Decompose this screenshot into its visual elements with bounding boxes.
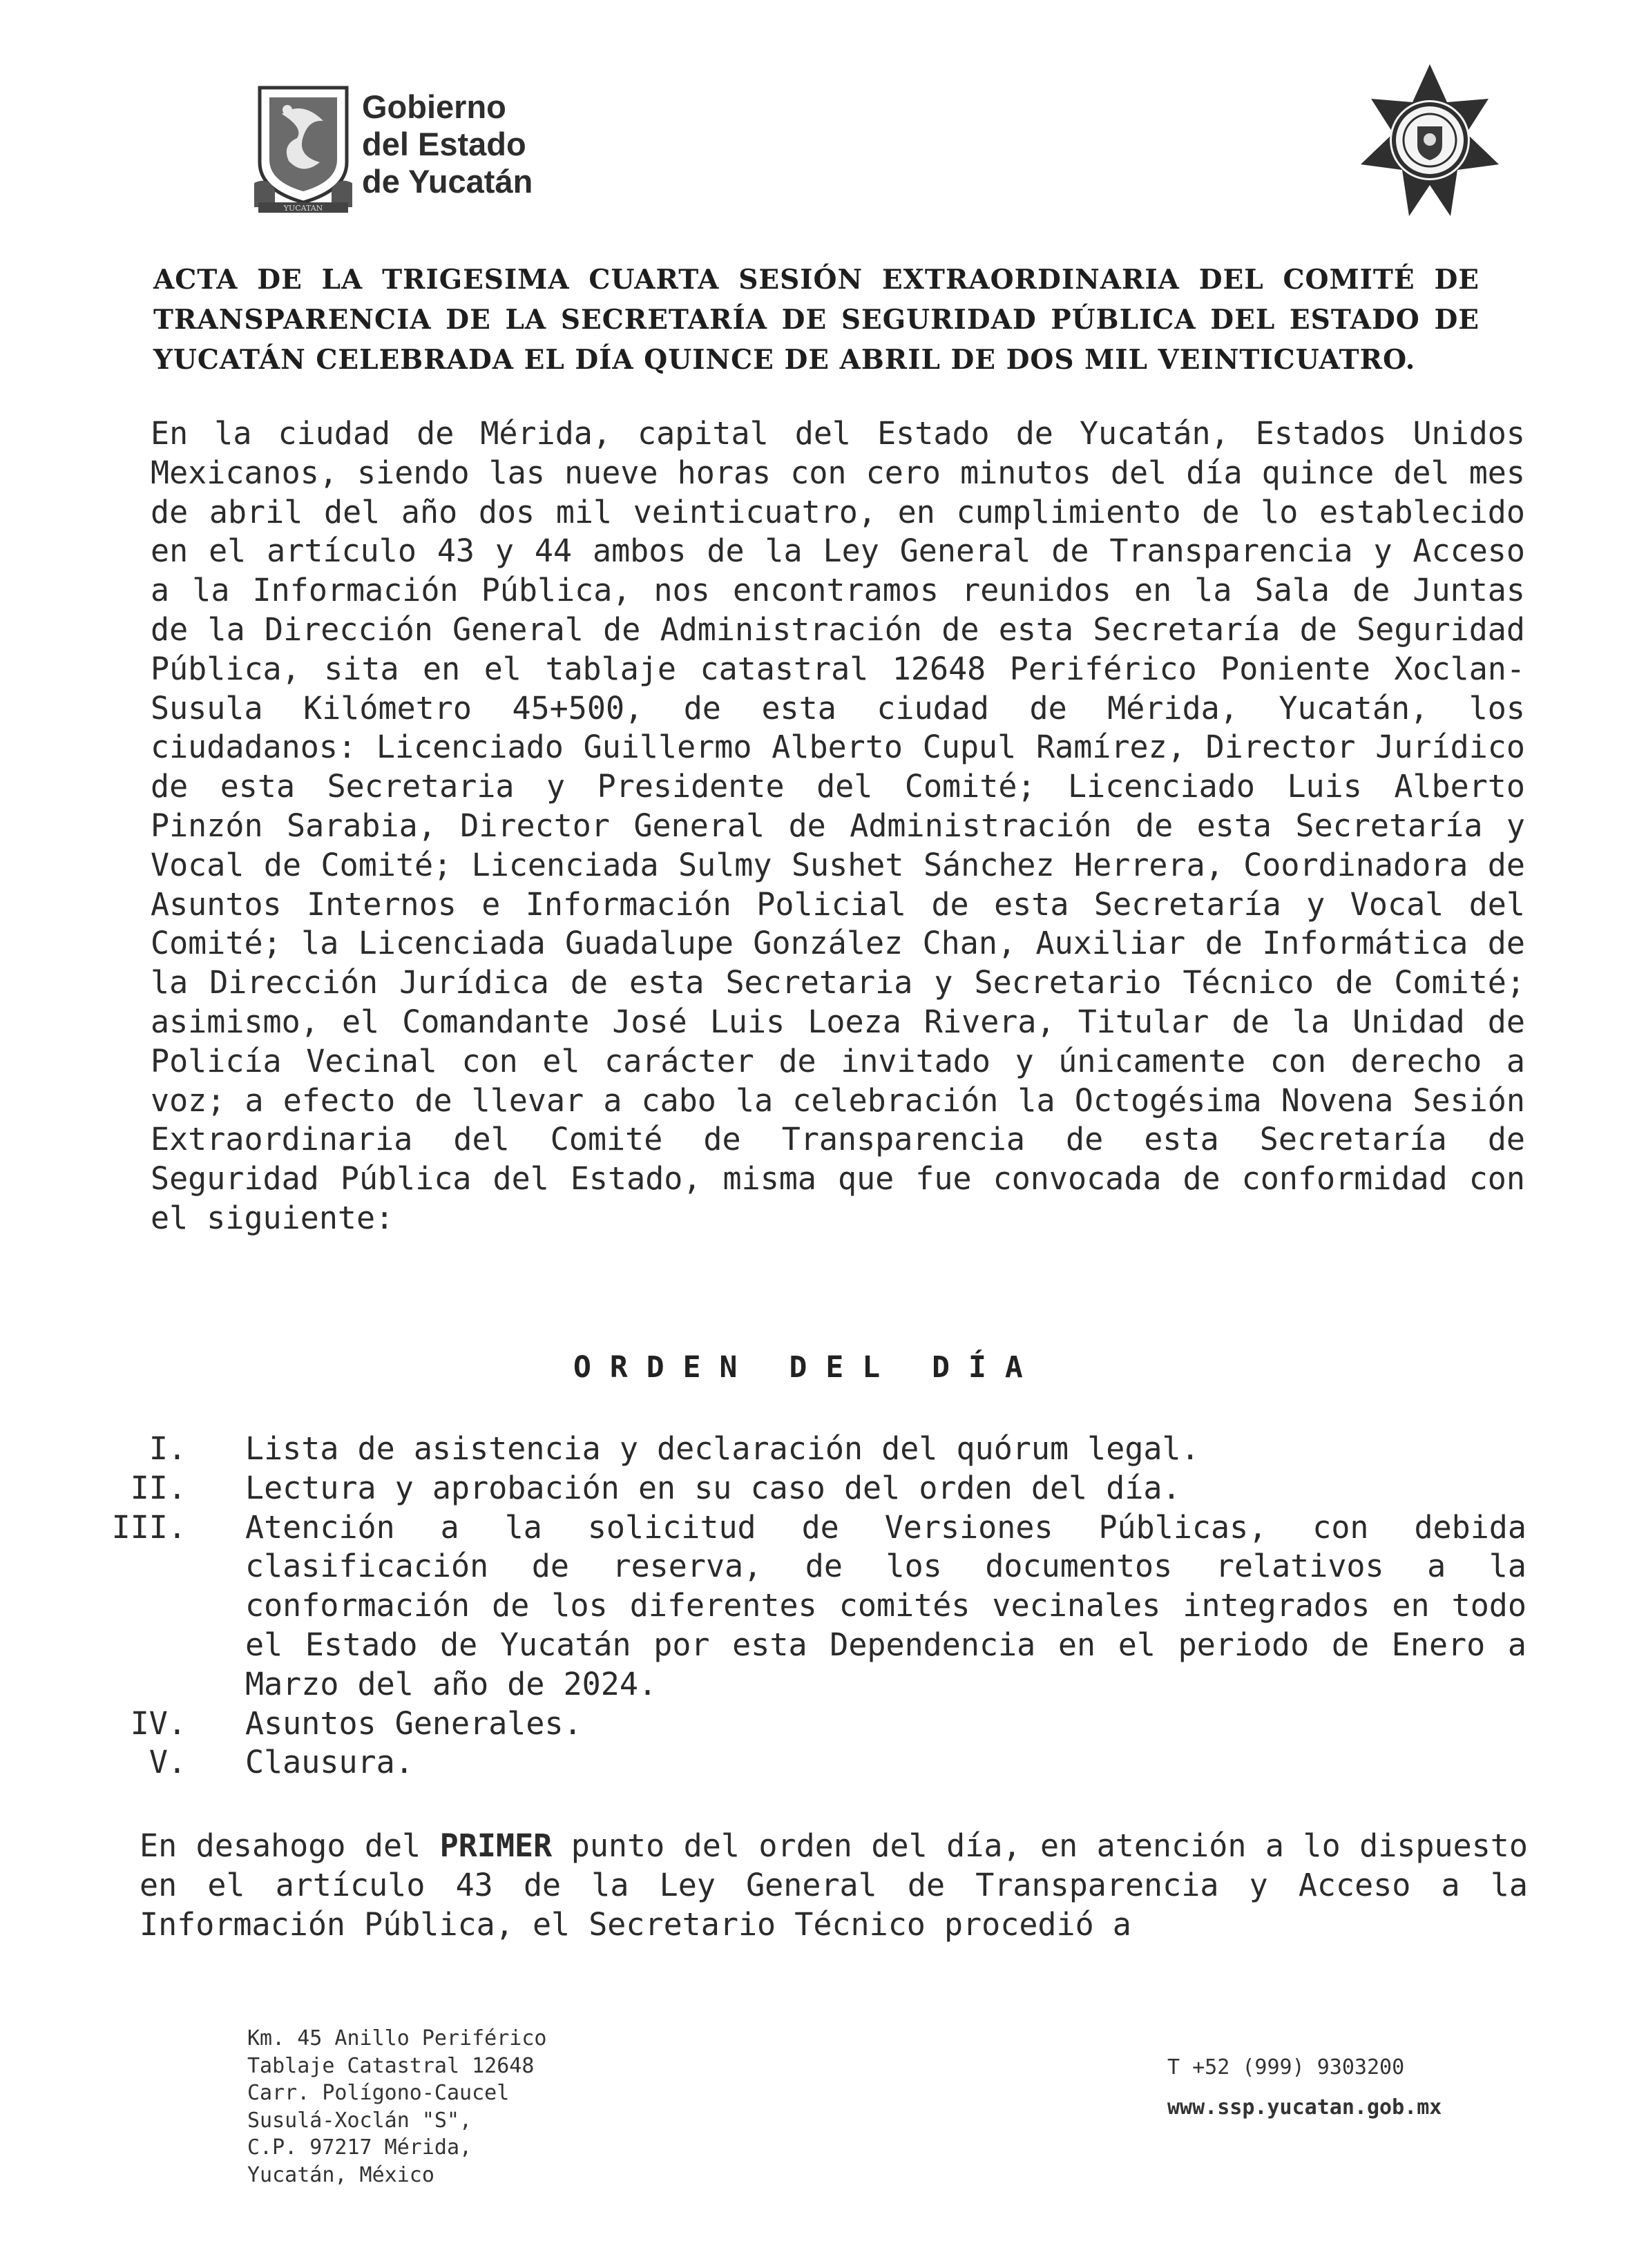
logo-banner-text: YUCATAN (283, 204, 323, 213)
agenda-item (104, 1430, 1526, 1469)
footer-address (247, 2025, 546, 2189)
agenda-item-text: Lectura y aprobación en su caso del orden del día. (245, 1469, 1181, 1506)
yucatan-coat-of-arms-icon (254, 79, 352, 214)
agenda-item (104, 1469, 1526, 1508)
address-line: Susulá-Xoclán "S", (247, 2108, 472, 2133)
gov-line: del Estado (362, 126, 526, 162)
agenda-item-number: IV. (130, 1704, 186, 1742)
phone-number: T +52 (999) 9303200 (1167, 2055, 1405, 2079)
address-line: Km. 45 Anillo Periférico (247, 2026, 547, 2050)
agenda-item-text: Clausura. (245, 1744, 414, 1781)
agenda-heading-word: ORDEN (573, 1350, 756, 1385)
agenda-item-text: Asuntos Generales. (245, 1704, 582, 1742)
agenda-item-number: II. (130, 1469, 186, 1506)
closing-text: punto del orden del día, en atención a lo dispuesto en el artículo 43 de la Ley General de Transparencia y Acceso a la Información Pública, el Secretario Técnico procedió a (140, 1827, 1528, 1943)
address-line: Yucatán, México (247, 2162, 434, 2187)
agenda-heading (573, 1350, 1042, 1385)
agenda-list (104, 1430, 1526, 1782)
closing-bold-text: PRIMER (439, 1827, 553, 1864)
website-link[interactable]: www.ssp.yucatan.gob.mx (1167, 2095, 1442, 2120)
gov-line: Gobierno (362, 88, 506, 125)
ssp-star-emblem-icon (1350, 61, 1509, 223)
closing-text: En desahogo del (140, 1827, 440, 1864)
address-line: C.P. 97217 Mérida, (247, 2135, 472, 2160)
agenda-item-number: III. (111, 1508, 186, 1546)
agenda-item (104, 1704, 1526, 1744)
gov-line: de Yucatán (362, 163, 533, 200)
agenda-item-text: Atención a la solicitud de Versiones Públicas, con debida clasificación de reserva, de los documentos relativos a la conformación de los diferentes comités vecinales integrados en todo el Estado de Yucatán por esta Dependencia en el periodo de Enero a Marzo del año de 2024. (245, 1508, 1526, 1702)
agenda-item-text: Lista de asistencia y declaración del quórum legal. (245, 1430, 1200, 1467)
address-line: Tablaje Catastral 12648 (247, 2053, 535, 2078)
intro-paragraph: En la ciudad de Mérida, capital del Estado de Yucatán, Estados Unidos Mexicanos, siendo las nueve horas con cero minutos del día quince del mes de abril del año dos mil veinticuatro, en cumplimiento de lo establecido en el artículo 43 y 44 ambos de la Ley General de Transparencia y Acceso a la Información Pública, nos encontramos reunidos en la Sala de Juntas de la Dirección General de Administración de esta Secretaría de Seguridad Pública, sita en el tablaje catastral 12648 Periférico Poniente Xoclan-Susula Kilómetro 45+500, de esta ciudad de Mérida, Yucatán, los ciudadanos: Licenciado Guillermo Alberto Cupul Ramírez, Director Jurídico de esta Secretaria y Presidente del Comité; Licenciado Luis Alberto Pinzón Sarabia, Director General de Administración de esta Secretaría y Vocal de Comité; Licenciada Sulmy Sushet Sánchez Herrera, Coordinadora de Asuntos Internos e Información Policial de esta Secretaría y Vocal del Comité; la Licenciada Guadalupe González Chan, Auxiliar de Informática de la Dirección Jurídica de esta Secretaria y Secretario Técnico de Comité; asimismo, el Comandante José Luis Loeza Rivera, Titular de la Unidad de Policía Vecinal con el carácter de invitado y únicamente con derecho a voz; a efecto de llevar a cabo la celebración la Octogésima Novena Sesión Extraordinaria del Comité de Transparencia de esta Secretaría de Seguridad Pública del Estado, misma que fue convocada de conformidad con el siguiente: (151, 415, 1525, 1236)
agenda-item-number: V. (149, 1744, 186, 1781)
closing-paragraph (140, 1827, 1528, 1944)
agenda-item (104, 1743, 1526, 1782)
footer-contact (1167, 2048, 1442, 2128)
agenda-heading-word: DEL (789, 1350, 899, 1385)
agenda-item (104, 1508, 1526, 1704)
government-name (362, 88, 533, 200)
agenda-item-number: I. (149, 1430, 186, 1467)
address-line: Carr. Polígono-Caucel (247, 2081, 510, 2105)
document-title: ACTA DE LA TRIGESIMA CUARTA SESIÓN EXTRAORDINARIA DEL COMITÉ DE TRANSPARENCIA DE LA SECRETARÍA DE SEGURIDAD PÚBLICA DEL ESTADO DE YUCATÁN CELEBRADA EL DÍA QUINCE DE ABRIL DE DOS MIL VEINTICUATRO. (153, 264, 1480, 376)
agenda-heading-word: DÍA (932, 1350, 1042, 1385)
